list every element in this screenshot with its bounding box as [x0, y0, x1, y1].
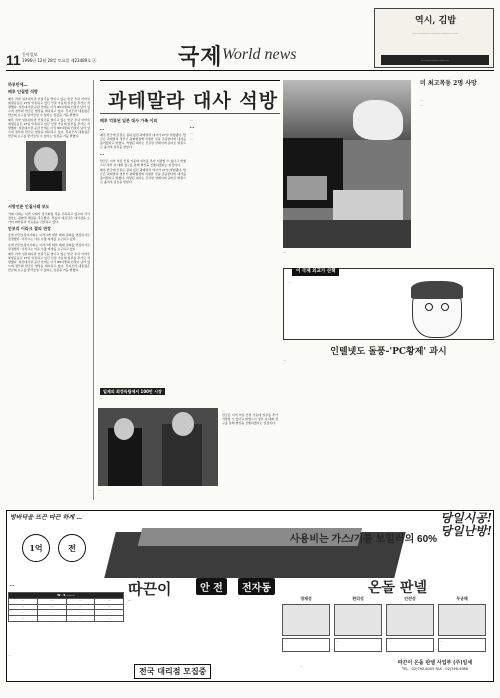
fire-photo-caption: … — [283, 250, 287, 254]
meeting-photo-caption: … — [98, 488, 101, 492]
cartoon-column-text — [288, 280, 408, 336]
ad-feature-text: … — [282, 638, 330, 652]
main-sub-1: … — [100, 151, 104, 157]
ad-lead: … — [10, 582, 14, 587]
ad-badge-1: 1억 — [22, 534, 50, 562]
top-advertisement — [374, 8, 494, 68]
box-story-body: … — [100, 396, 103, 400]
ad-table-cell: … — [9, 616, 38, 622]
left-sub2: 서방언론 인질사태 보도 — [8, 204, 50, 210]
ad-table-header: … — [66, 598, 95, 604]
meeting-photo — [98, 408, 218, 486]
mid-sub-1: … — [190, 124, 194, 130]
ad-feature-text: … — [334, 638, 382, 652]
left-kicker: 하루만에… — [8, 82, 28, 87]
ad-dealer-recruit: 전국 대리점 모집중 — [134, 664, 211, 679]
mid-body-2: … — [190, 131, 193, 136]
ad-slogan-1: 당일시공! — [440, 511, 492, 525]
section-title: 국제 — [178, 44, 223, 69]
ad-table-header: … — [95, 598, 124, 604]
ad-table-title: W - S ……… — [9, 593, 124, 599]
left-photo-slot — [8, 141, 90, 195]
caricature-portrait — [412, 282, 462, 338]
ad-table-cell: … — [66, 610, 95, 616]
ad-table-cell: … — [37, 610, 66, 616]
issue-line: 1996년 12월 28일 토요일 제23489호 ㉦ — [22, 57, 97, 63]
left-body-repeat-2: 페루 리마 일본대사관 인질극을 벌이고 있는 반군 투팍 아마루 혁명운동은 27일 억류하고 있던 인질 가운데 일부를 추가로 석방했다. 일본대사관 공관 안에는 아직 80여명의 인질이 남아 있으며 정부와 반군은 협상을 계속하고 있다. 후지모리 대통령은 반군의 요구를 받아들일 수 없다는 입장을 거듭 밝혔다. — [8, 251, 90, 273]
ad-feature-text: … — [438, 638, 486, 652]
box-side-body: … — [222, 408, 225, 412]
ad-tagline: 방바닥을 뜨끈 따끈 하게 … — [10, 514, 83, 521]
main-body-1: 페루 반군에 인질로 잡혀 있던 과테말라 대사가 27일 석방됐다. 반군은 과테말라 정부가 평화협정에 서명한 것을 존중한다며 대사를 풀어줬다고 밝혔다. 석방된 대사는 건강한 상태이며 곧바로 병원으로 옮겨져 검진을 받았다. — [100, 133, 186, 150]
left-body: 페루 리마 일본대사관 인질극을 벌이고 있는 반군 투팍 아마루 혁명운동은 27일 억류하고 있던 인질 가운데 일부를 추가로 석방했다. 일본대사관 공관 안에는 아직 80여명의 인질이 남아 있으며 정부와 반군은 협상을 계속하고 있다. 후지모리 대통령은 반군의 요구를 받아들일 수 없다는 입장을 거듭 밝혔다. — [8, 96, 90, 117]
top-ad-foot: …………………… — [381, 55, 489, 65]
ad-table-cell: … — [95, 610, 124, 616]
top-ad-title: 역시, 김밥 — [415, 16, 457, 26]
main-body-2: 반군은 이어 억류 인질 가운데 일부를 추가 석방할 수 있다고 밝혔으나 정부 측 대화 창구를 통해 협상을 진행하겠다는 입장이다. — [100, 158, 186, 167]
box-story-title: 일제의 최정독립에서 100만 시장 — [100, 388, 165, 395]
main-story-column-1 — [100, 118, 186, 388]
ad-feature-image — [386, 604, 434, 636]
right-column-body — [420, 98, 494, 264]
ad-features: … — [128, 598, 132, 602]
ad-feature-title: 안전성 — [404, 596, 416, 601]
ad-table-cell: … — [37, 616, 66, 622]
ad-feature-image — [438, 604, 486, 636]
ad-feature-image — [282, 604, 330, 636]
cartoon-label: 이 국제 외교가 산책 — [292, 268, 339, 276]
ad-saving: 사용비는 가스/기름 보일러의 60% — [290, 534, 438, 545]
mid-body-1: … — [190, 118, 193, 122]
main-deck-1: 페루 억류된 일본 대사 가족 이외 — [100, 118, 158, 123]
ad-company — [380, 660, 490, 672]
fire-photo — [283, 80, 411, 248]
page-number: 11 — [6, 52, 21, 68]
left-body3-repeat: 유엔 안전보장이사회는 이라크에 대한 제재 결의를 연장하기로 결정했다. 이라크는 석유 수출 재개를 요구하고 있다. — [8, 242, 90, 251]
ad-table-cell: … — [9, 604, 38, 610]
main-body-1-repeat: 페루 반군에 인질로 잡혀 있던 과테말라 대사가 27일 석방됐다. 반군은 과테말라 정부가 평화협정에 서명한 것을 존중한다며 대사를 풀어줬다고 밝혔다. 석방된 대사는 건강한 상태이며 곧바로 병원으로 옮겨져 검진을 받았다. — [100, 168, 186, 185]
left-body3: 유엔 안전보장이사회는 이라크에 대한 제재 결의를 연장하기로 결정했다. 이라크는 석유 수출 재개를 요구하고 있다. — [8, 233, 90, 242]
left-column — [8, 80, 94, 500]
section-subtitle: World news — [222, 46, 297, 63]
ad-feature-title: 무공해 — [456, 596, 468, 601]
left-dek: 페루 인질범 석방 — [8, 89, 38, 95]
it-body: … — [283, 358, 286, 362]
issue-info — [22, 52, 96, 63]
main-deck-2: … — [100, 125, 104, 131]
ad-table-header: … — [37, 598, 66, 604]
ad-company-phone: TEL : 02)792-8005 FAX : 02)796-4988 — [401, 667, 469, 671]
ad-table-cell: … — [66, 604, 95, 610]
it-column-body — [283, 358, 494, 504]
left-body2: 국제 사회는 이번 사태가 장기화될 것을 우려하고 있으며 각국 정부는 평화적 해결을 촉구했다. 적십자 대표단은 대사관을 오가며 의약품과 식료품을 전달하고 있다. — [8, 211, 90, 224]
right-body-repeat: … — [420, 103, 423, 108]
it-column-headline: 인텔넷도 돌풍-'PC황제' 과시 — [330, 347, 447, 357]
ad-table-cell: … — [66, 616, 95, 622]
ad-contact: … — [8, 653, 11, 657]
ad-badge-2: 전 — [58, 534, 86, 562]
masthead-rule — [6, 70, 494, 71]
ad-table-cell: … — [37, 604, 66, 610]
main-story-column-2 — [190, 118, 278, 388]
ad-company-name: 따끈이 온돌 판넬 사업부 (주)일세 — [397, 660, 473, 666]
ad-table-cell: … — [95, 604, 124, 610]
ad-pill-safety: 안 전 — [196, 578, 227, 595]
top-ad-copy: …………………………………… — [411, 31, 459, 35]
ad-table-cell: … — [9, 610, 38, 616]
ad-table-cell: … — [95, 616, 124, 622]
box-story-side — [222, 408, 278, 504]
right-body: … — [420, 98, 423, 102]
ad-pill-auto: 전자동 — [238, 578, 275, 595]
ad-brand: 따끈이 — [128, 580, 172, 598]
left-portrait-photo — [26, 141, 66, 191]
left-photo-caption: … — [8, 198, 11, 203]
paper-name: 동아일보 — [22, 52, 38, 57]
ad-spec-table — [8, 592, 124, 622]
left-sub3: 안보리 이라크 결의 연장 — [8, 226, 51, 232]
ad-slogan-2: 당일난방! — [440, 524, 492, 539]
ad-feature-title: 경제성 — [300, 596, 312, 601]
left-body-repeat: 페루 리마 일본대사관 인질극을 벌이고 있는 반군 투팍 아마루 혁명운동은 27일 억류하고 있던 인질 가운데 일부를 추가로 석방했다. 일본대사관 공관 안에는 아직 80여명의 인질이 남아 있으며 정부와 반군은 협상을 계속하고 있다. 후지모리 대통령은 반군의 요구를 받아들일 수 없다는 입장을 거듭 밝혔다. — [8, 118, 90, 139]
ad-feature-title: 편리성 — [352, 596, 364, 601]
cartoon-tag: … — [288, 280, 291, 284]
box-side-body-repeat: 반군은 이어 억류 인질 가운데 일부를 추가 석방할 수 있다고 밝혔으나 정부 측 대화 창구를 통해 협상을 진행하겠다는 입장이다. — [222, 413, 278, 426]
ad-product-name: 온돌 판넬 — [368, 580, 427, 596]
right-column-headline: 미 최고목동 2명 사망 — [420, 80, 477, 87]
main-headline: 과테말라 대사 석방 — [108, 90, 279, 112]
ad-table-header: … — [9, 598, 38, 604]
ad-feature-text: … — [386, 638, 434, 652]
ad-feature-image — [334, 604, 382, 636]
ad-address: … — [300, 664, 303, 668]
mid-body-1-repeat: … — [190, 136, 193, 141]
